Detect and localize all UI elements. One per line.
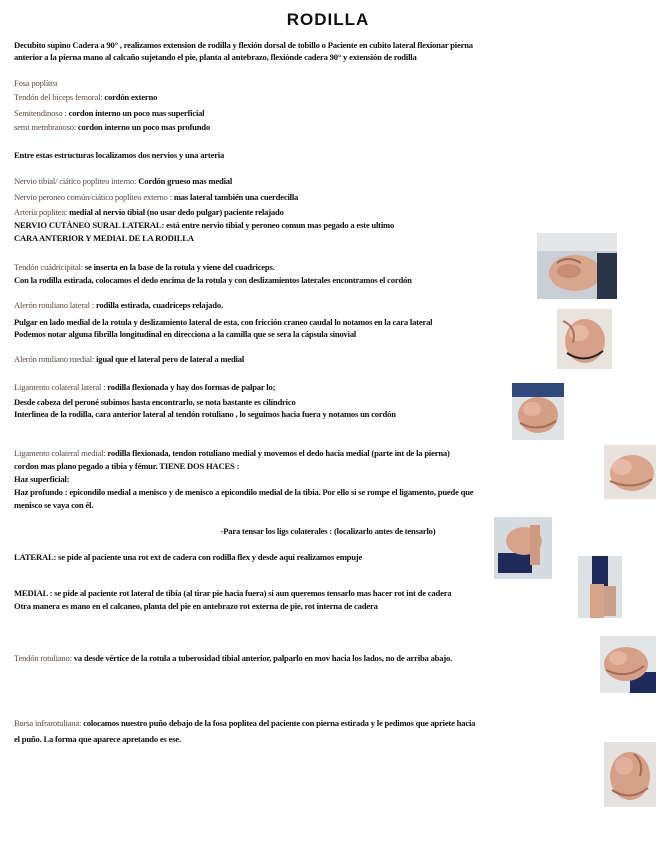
- lateral-tension-photo: [494, 517, 552, 579]
- medial-tension-line-1: MEDIAL : se pide al paciente rot lateral de tibia (al tirar pie hacia fuera) si aun queremos tensarlo mas hacer rot int de cadera: [14, 588, 452, 598]
- colateral-medial-line-5: menisco se vaya con él.: [14, 500, 94, 510]
- aleron-lateral-line-2: Pulgar en lado medial de la rotula y deslizamiento lateral de esta, con fricción craneo caudal lo notamos en la cara lateral: [14, 317, 433, 327]
- colateral-medial-line-2: cordon mas plano pegado a tibia y fémur. TIENE DOS HACES :: [14, 461, 240, 471]
- medial-tension-line-2: Otra manera es mano en el calcaneo, planta del pie en antebrazo rot externa de pie, rot interna de cadera: [14, 601, 378, 611]
- cara-anterior-heading: CARA ANTERIOR Y MEDIAL DE LA RODILLA: [14, 233, 194, 243]
- colateral-medial-line-3: Haz superficial:: [14, 474, 70, 484]
- medial-collateral-photo: [604, 445, 656, 499]
- intro-line-1: Decubito supino Cadera a 90° , realizamos extension de rodilla y flexión dorsal de tobillo o Paciente en cubito lateral flexionar pierna: [14, 40, 473, 50]
- bursa-line: Bursa infrarotuliana: colocamos nuestro puño debajo de la fosa poplitea del paciente con pierna estirada y le pedimos que apriete hacia: [14, 718, 476, 728]
- page-title: RODILLA: [286, 10, 370, 29]
- nervio-tibial-line: Nervio tibial/ ciático popliteo interno: Cordón grueso mas medial: [14, 176, 233, 186]
- colateral-lateral-line: Ligamento colateral lateral : rodilla flexionada y hay dos formas de palpar lo;: [14, 382, 276, 392]
- between-line: Entre estas estructuras localizamos dos nervios y una arteria: [14, 150, 225, 160]
- colateral-medial-line: Ligamento colateral medial: rodilla flexionada, tendon rotuliano medial y movemos el dedo hacia medial (parte int de la pierna): [14, 448, 450, 458]
- nervio-peroneo-line: Nervio peroneo común/ciático popliteo externo : mas lateral también una cuerdecilla: [14, 192, 299, 202]
- patellar-tendon-photo: [600, 636, 656, 693]
- semimembranoso-line: semi membranoso: cordon interno un poco mas profundo: [14, 122, 210, 132]
- patella-palpation-photo: [557, 309, 612, 369]
- colateral-lateral-line-3: Interlinea de la rodilla, cara anterior lateral al tendón rotuliano , lo seguimos hacia fuera y notamos un cordón: [14, 409, 396, 419]
- bursa-photo: [604, 742, 656, 807]
- aleron-lateral-line-3: Podemos notar alguna fibrilla longitudinal en direcciona a la camilla que se sera la cápsula sinovial: [14, 329, 357, 339]
- aleron-medial-line: Alerón rotuliano medial: igual que el lateral pero de lateral a medial: [14, 354, 245, 364]
- sural-line: NERVIO CUTÁNEO SURAL LATERAL: está entre nervio tibial y peroneo comun mas pegado a este ultimo: [14, 220, 395, 230]
- cuadricipital-line-2: Con la rodilla estirada, colocamos el dedo encima de la rotula y con deslizamientos laterales encontramos el cordón: [14, 275, 412, 285]
- fosa-heading: Fosa poplítea: [14, 78, 58, 88]
- knee-palpation-photo: [537, 233, 617, 299]
- intro-line-2: anterior a la pierna mano al calcaño sujetando el pie, planta al antebrazo, flexiónde cadera 90° y extensión de rodilla: [14, 52, 417, 62]
- semitendinoso-line: Semitendinoso : cordon interno un poco mas superficial: [14, 108, 205, 118]
- lateral-tension-line: LATERAL: se pide al paciente una rot ext de cadera con rodilla flex y desde aquí realizamos empuje: [14, 552, 363, 562]
- colateral-lateral-line-2: Desde cabeza del peroné subimos hasta encontrarlo, se nota bastante es cilíndrico: [14, 397, 296, 407]
- arteria-poplitea-line: Arteria poplitea: medial al nervio tibial (no usar dedo pulgar) paciente relajado: [14, 207, 284, 217]
- cuadricipital-line: Tendón cuádricipital: se inserta en la base de la rotula y viene del cuadriceps.: [14, 262, 275, 272]
- bursa-line-2: el puño. La forma que aparece apretando es ese.: [14, 734, 181, 744]
- medial-tension-photo: [578, 556, 622, 618]
- tensar-heading: -Para tensar los ligs colaterales : (localizarlo antes de tensarlo): [220, 526, 436, 536]
- lateral-collateral-photo: [512, 383, 564, 440]
- biceps-line: Tendón del bíceps femoral: cordón externo: [14, 92, 158, 102]
- colateral-medial-line-4: Haz profundo : epicondilo medial a menisco y de menisco a epicondilo medial de la tibia. Por ello si se rompe el ligamento, puede que: [14, 487, 474, 497]
- aleron-lateral-line: Alerón rotuliano lateral : rodilla estirada, cuadriceps relajado.: [14, 300, 223, 310]
- rotuliano-line: Tendón rotuliano: va desde vértice de la rotula a tuberosidad tibial anterior, palparlo en mov hacia los lados, no de arriba abajo.: [14, 653, 453, 663]
